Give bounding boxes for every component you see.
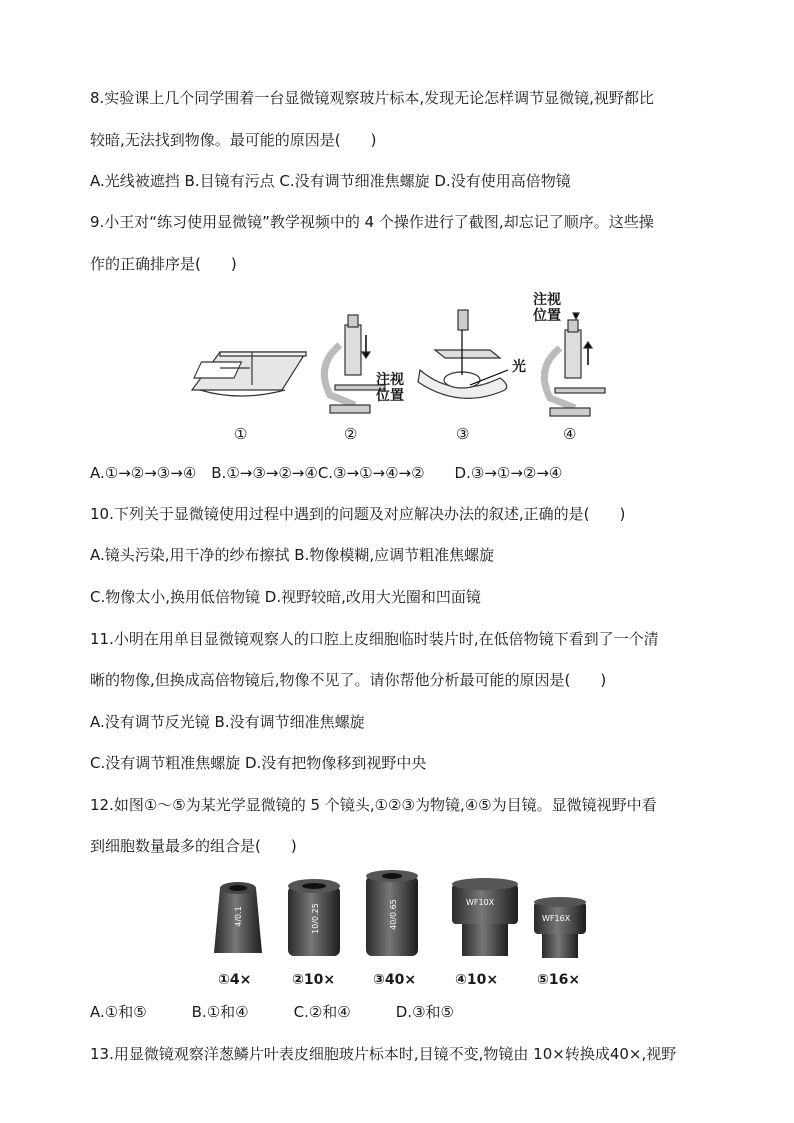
- q8-line2: 较暗,无法找到物像。最可能的原因是( ): [90, 131, 377, 149]
- lens-caption-1: ①4×: [218, 972, 252, 988]
- eyepiece-lens-5: [534, 897, 586, 958]
- q9-line1: 9.小王对“练习使用显微镜”教学视频中的 4 个操作进行了截图,却忘记了顺序。这些操: [90, 213, 654, 231]
- q11-options-cd: C.没有调节粗准焦螺旋 D.没有把物像移到视野中央: [90, 754, 427, 772]
- lens-caption-2: ②10×: [292, 972, 336, 988]
- lens-5-marking: WF16X: [542, 914, 571, 923]
- q11-line1: 11.小明在用单目显微镜观察人的口腔上皮细胞临时装片时,在低倍物镜下看到了一个清: [90, 630, 659, 648]
- q11-line2: 晰的物像,但换成高倍物镜后,物像不见了。请你帮他分析最可能的原因是( ): [90, 671, 607, 689]
- q9-line2: 作的正确排序是( ): [90, 255, 237, 273]
- step4-microscope-drawing: [544, 313, 605, 416]
- watch-label-line2: 位置: [533, 308, 561, 324]
- q10-options-cd: C.物像太小,换用低倍物镜 D.视野较暗,改用大光圈和凹面镜: [90, 588, 481, 606]
- watch-position-label-step4: [533, 292, 561, 324]
- q10-options-ab: A.镜头污染,用干净的纱布擦拭 B.物像模糊,应调节粗准焦螺旋: [90, 546, 495, 564]
- watch-label-line1: 注视: [533, 292, 561, 308]
- q9-options: A.①→②→③→④ B.①→③→②→④C.③→①→④→② D.③→①→②→④: [90, 464, 563, 482]
- q10-line1: 10.下列关于显微镜使用过程中遇到的问题及对应解决办法的叙述,正确的是( ): [90, 505, 626, 523]
- step-caption-3: ③: [456, 425, 470, 443]
- q12-options: A.①和⑤ B.①和④ C.②和④ D.③和⑤: [90, 1003, 454, 1021]
- lens-4-marking: WF10X: [466, 898, 495, 907]
- q12-line1: 12.如图①～⑤为某光学显微镜的 5 个镜头,①②③为物镜,④⑤为目镜。显微镜视野中看: [90, 796, 657, 814]
- q9-figure: [190, 290, 620, 440]
- q8-options: A.光线被遮挡 B.目镜有污点 C.没有调节细准焦螺旋 D.没有使用高倍物镜: [90, 172, 571, 190]
- step-caption-1: ①: [234, 425, 248, 443]
- q8-line1: 8.实验课上几个同学围着一台显微镜观察玻片标本,发现无论怎样调节显微镜,视野都比: [90, 89, 654, 107]
- watch-label-line2: 位置: [376, 388, 404, 404]
- step-caption-2: ②: [344, 425, 358, 443]
- q12-line2: 到细胞数量最多的组合是( ): [90, 837, 297, 855]
- lens-2-marking: 10/0.25: [310, 903, 320, 934]
- watch-position-label-step2: [376, 372, 404, 404]
- step1-stage-drawing: [192, 352, 306, 396]
- q11-options-ab: A.没有调节反光镜 B.没有调节细准焦螺旋: [90, 713, 365, 731]
- watch-label-line1: 注视: [376, 372, 404, 388]
- lenses-figure: [200, 868, 590, 968]
- lens-caption-5: ⑤16×: [537, 972, 581, 988]
- step3-hands-drawing: [418, 310, 508, 398]
- eyepiece-lens-4: [452, 878, 518, 956]
- q13-line1: 13.用显微镜观察洋葱鳞片叶表皮细胞玻片标本时,目镜不变,物镜由 10×转换成40×,视野: [90, 1045, 677, 1063]
- light-label: 光: [512, 359, 526, 375]
- lens-3-marking: 40/0.65: [388, 899, 398, 930]
- lens-caption-3: ③40×: [373, 972, 417, 988]
- step-caption-4: ④: [563, 425, 577, 443]
- lens-1-marking: 4/0.1: [233, 906, 243, 927]
- lens-caption-4: ④10×: [455, 972, 499, 988]
